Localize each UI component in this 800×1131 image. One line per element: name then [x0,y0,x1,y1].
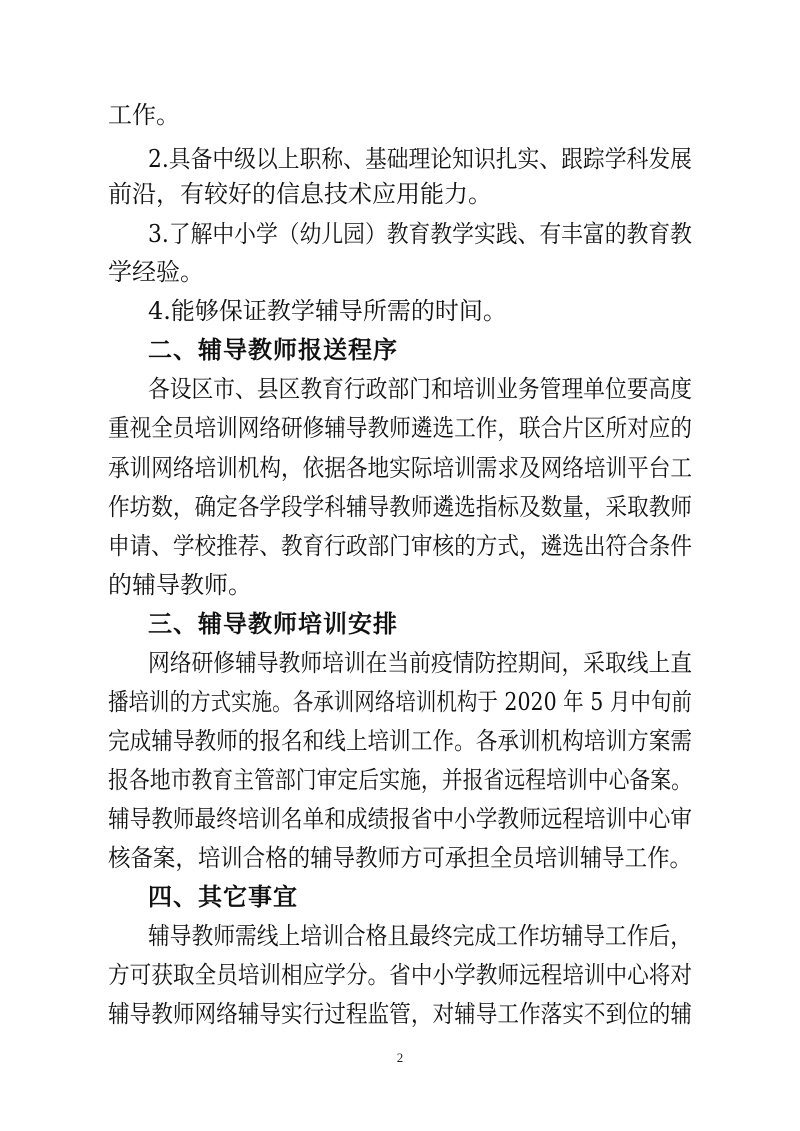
body-line: 的辅导教师。 [108,571,252,599]
body-line: 辅导教师需线上培训合格且最终完成工作坊辅导工作后， [148,922,692,950]
section-heading: 二、辅导教师报送程序 [148,336,398,364]
body-line: 方可获取全员培训相应学分。省中小学教师远程培训中心将对 [108,961,692,989]
body-line: 核备案，培训合格的辅导教师方可承担全员培训辅导工作。 [108,844,692,872]
body-line: 播培训的方式实施。各承训网络培训机构于 2020 年 5 月中旬前 [108,688,692,716]
body-line: 学经验。 [108,258,204,286]
body-line: 辅导教师网络辅导实行过程监管，对辅导工作落实不到位的辅 [108,1000,692,1028]
body-line: 辅导教师最终培训名单和成绩报省中小学教师远程培训中心审 [108,805,692,833]
body-line: 网络研修辅导教师培训在当前疫情防控期间，采取线上直 [148,649,692,677]
list-item: 2.具备中级以上职称、基础理论知识扎实、跟踪学科发展 [148,145,692,173]
body-line: 承训网络培训机构，依据各地实际培训需求及网络培训平台工 [108,454,692,482]
body-line: 作坊数，确定各学段学科辅导教师遴选指标及数量，采取教师 [108,493,692,521]
list-item: 4.能够保证教学辅导所需的时间。 [148,297,507,325]
list-item: 3.了解中小学（幼儿园）教育教学实践、有丰富的教育教 [148,220,692,248]
page-number: 2 [396,1050,404,1065]
section-heading: 四、其它事宜 [148,883,298,911]
body-line: 重视全员培训网络研修辅导教师遴选工作，联合片区所对应的 [108,414,692,442]
body-line: 完成辅导教师的报名和线上培训工作。各承训机构培训方案需 [108,727,692,755]
section-heading: 三、辅导教师培训安排 [148,610,398,638]
body-line: 各设区市、县区教育行政部门和培训业务管理单位要高度 [148,375,692,403]
body-line: 报各地市教育主管部门审定后实施，并报省远程培训中心备案。 [108,766,692,794]
body-line: 申请、学校推荐、教育行政部门审核的方式，遴选出符合条件 [108,532,692,560]
body-line: 前沿，有较好的信息技术应用能力。 [108,180,492,208]
body-line: 工作。 [108,101,180,129]
